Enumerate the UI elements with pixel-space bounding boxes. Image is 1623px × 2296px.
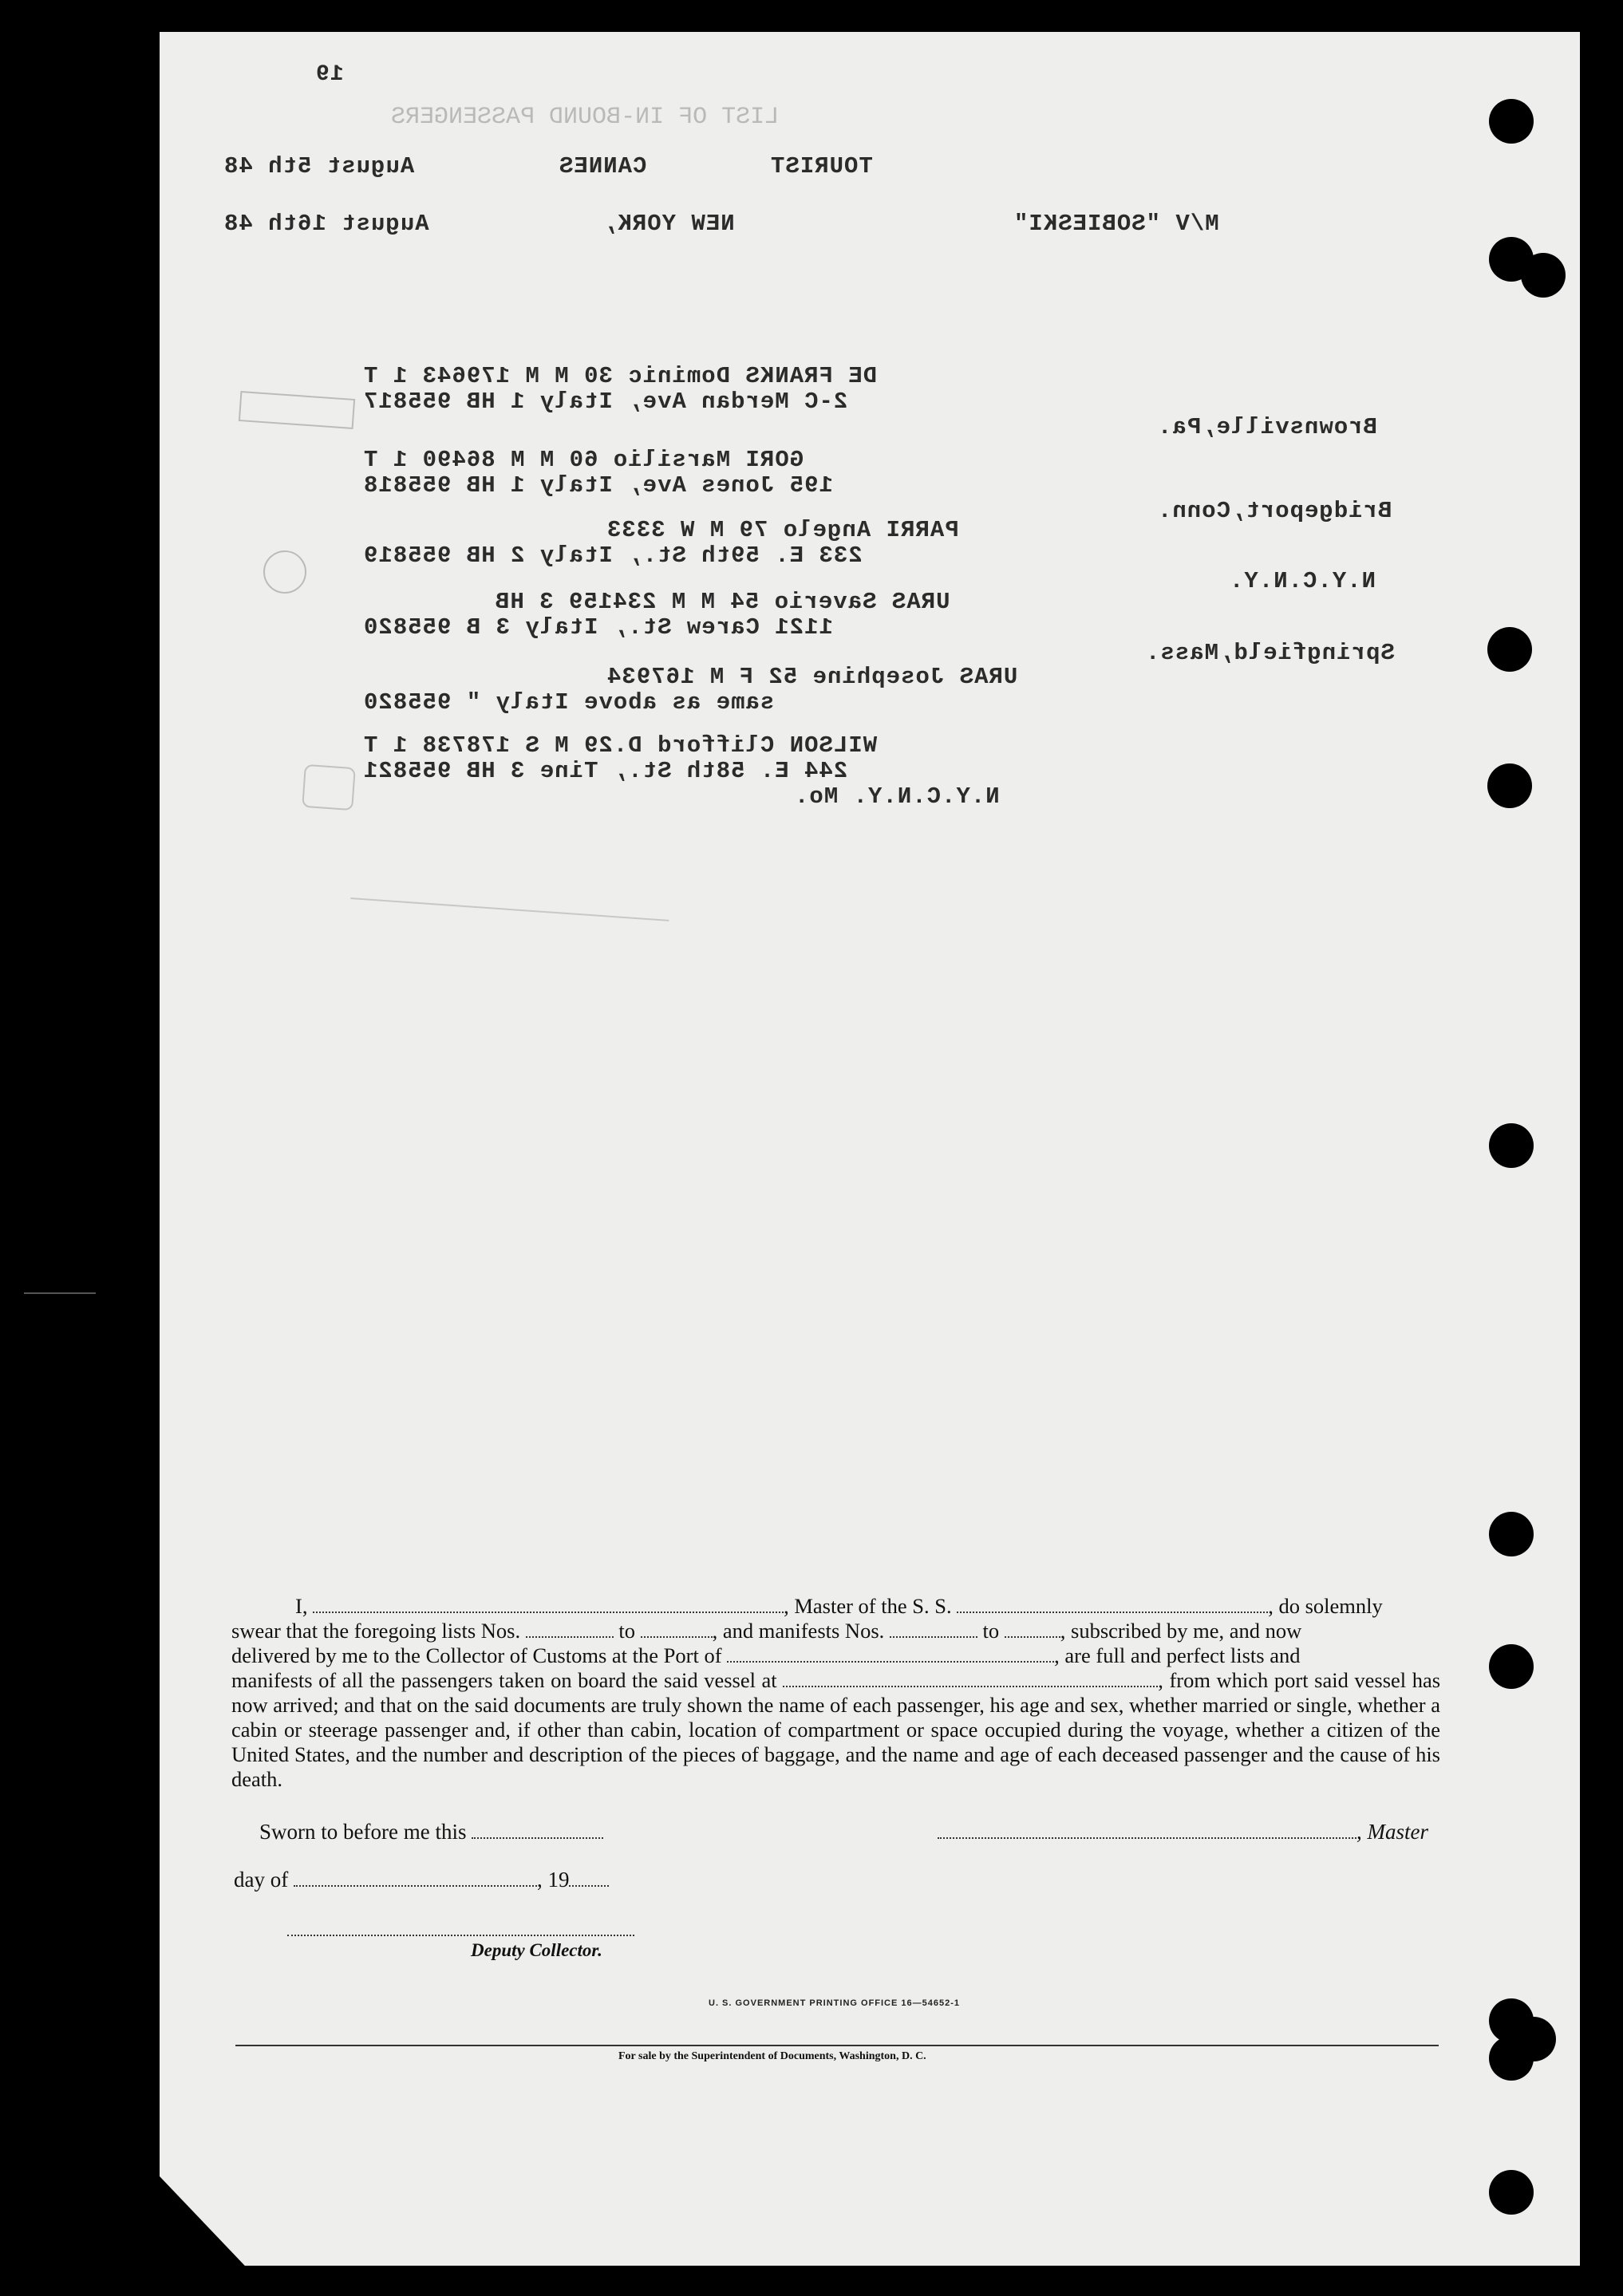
arrival-date: August 16th 48 bbox=[223, 211, 429, 237]
passenger-line: Springfield,Mass. bbox=[1145, 640, 1395, 666]
deputy-collector-line bbox=[287, 1919, 634, 1936]
day-of-line: day of , 19 bbox=[234, 1868, 609, 1892]
passenger-line: 1121 Carew St., Italy 3 B 955820 bbox=[363, 614, 833, 641]
page-number: 19 bbox=[315, 62, 344, 87]
arrival-port: NEW YORK, bbox=[602, 211, 735, 237]
punch-hole bbox=[1489, 1123, 1534, 1168]
printing-office-line: U. S. GOVERNMENT PRINTING OFFICE 16—54652-1 bbox=[709, 1998, 961, 2008]
passenger-line: Brownsville,Pa. bbox=[1157, 414, 1378, 440]
punch-hole bbox=[1489, 1644, 1534, 1689]
passenger-line: N.Y.C.N.Y. bbox=[1229, 568, 1376, 594]
passenger-line: 195 Jones Ave, Italy 1 HB 955818 bbox=[363, 472, 833, 499]
form-heading: LIST OF IN-BOUND PASSENGERS bbox=[391, 104, 780, 131]
deputy-collector-label: Deputy Collector. bbox=[471, 1940, 602, 1960]
master-signature-line: , Master bbox=[938, 1820, 1428, 1844]
bottom-rule bbox=[235, 2045, 1439, 2046]
passenger-line: 2-C Merdan Ave, Italy 1 HB 955817 bbox=[363, 389, 848, 415]
departure-port: CANNES bbox=[559, 153, 647, 179]
stray-mark bbox=[24, 1292, 96, 1294]
faint-stamp bbox=[302, 764, 356, 811]
passenger-line: DE FRANKS Dominic 30 M M 179643 1 T bbox=[363, 363, 878, 389]
punch-hole bbox=[1489, 2036, 1534, 2081]
vessel-name: M/V "SOBIESKI" bbox=[1013, 211, 1219, 237]
punch-hole bbox=[1521, 253, 1566, 298]
class-label: TOURIST bbox=[770, 153, 873, 179]
punch-hole bbox=[1487, 763, 1532, 808]
passenger-line: URAS Saverio 54 M M 234159 3 HB bbox=[495, 589, 950, 615]
oath-paragraph: I, , Master of the S. S. , do solemnly swear that the foregoing lists Nos. to , and manifests Nos. to , subscribed by me, and now delivered by me to the Collector of Customs at the Port of , are full and perfect lists and manifests of all the passengers taken on board the said vessel at , from which port said vessel has now arrived; and that on the said documents are truly shown the name of each passenger, his age and sex, whether married or single, whether a cabin or steerage passenger and, if other than cabin, location of compartment or space occupied during the voyage, whether a citizen of the United States, and the number and description of the pieces of baggage, and the name and age of each deceased passenger and the cause of his death. bbox=[231, 1594, 1441, 1791]
passenger-line: same as above Italy " 955820 bbox=[363, 689, 775, 716]
passenger-line: URAS Josephine 52 F M 167934 bbox=[606, 664, 1018, 690]
footer-text: For sale by the Superintendent of Documents, Washington, D. C. bbox=[618, 2050, 926, 2062]
passenger-line: Bridgeport,Conn. bbox=[1157, 498, 1392, 524]
passenger-line: PARRI Angelo 79 M W 3333 bbox=[606, 517, 959, 543]
punch-hole bbox=[1487, 627, 1532, 672]
passenger-line: N.Y.C.N.Y. Mo. bbox=[794, 783, 1000, 810]
sworn-line: Sworn to before me this bbox=[259, 1820, 603, 1844]
punch-hole bbox=[1489, 99, 1534, 144]
punch-hole bbox=[1489, 1512, 1534, 1556]
departure-date: August 5th 48 bbox=[223, 153, 415, 179]
passenger-line: WILSON Clifford D.29 M S 178738 1 T bbox=[363, 732, 878, 759]
passenger-line: 233 E. 59th St., Italy 2 HB 955819 bbox=[363, 542, 863, 569]
passenger-line: GORI Marsilio 60 M M 86490 1 T bbox=[363, 447, 804, 473]
punch-hole bbox=[1489, 2170, 1534, 2215]
passenger-line: 244 E. 58th St., Tine 3 HB 955821 bbox=[363, 758, 848, 784]
